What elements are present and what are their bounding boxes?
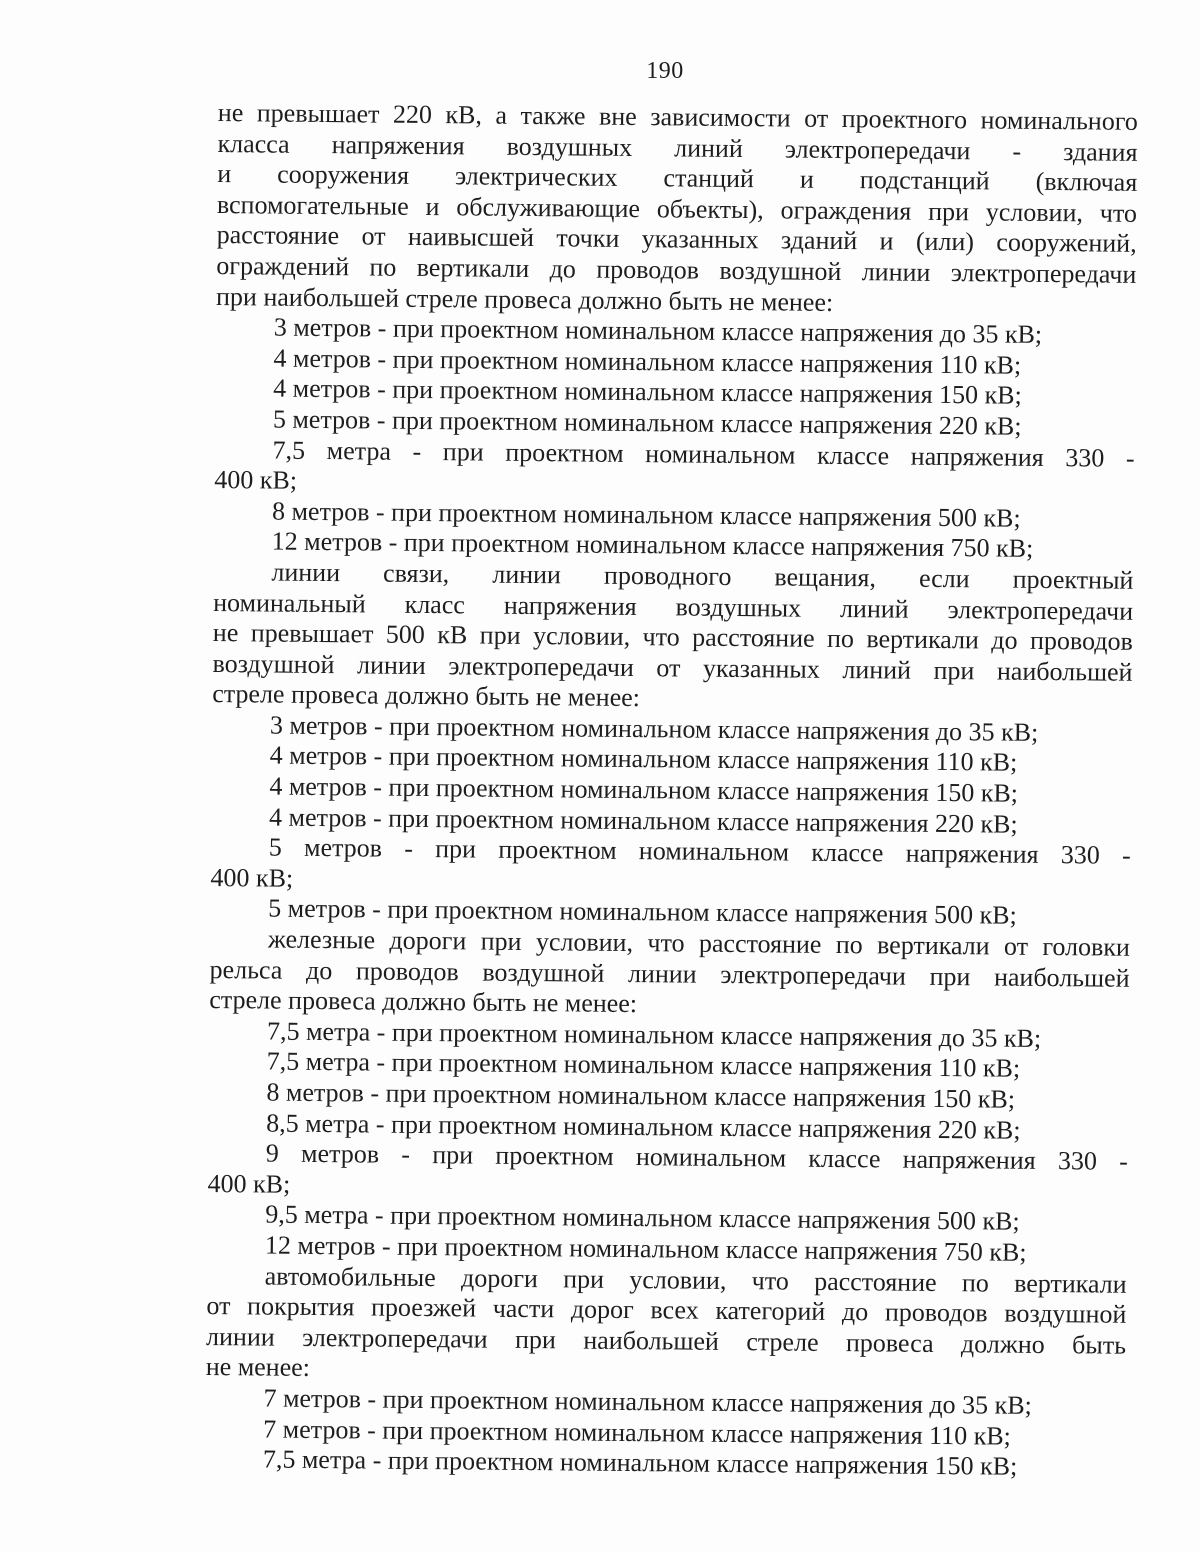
list-item: 8,5 метра - при проектном номинальном классе напряжения 220 кВ;: [266, 1108, 1021, 1145]
list-item: 9,5 метра - при проектном номинальном классе напряжения 500 кВ;: [265, 1199, 1020, 1237]
list-item: [214, 435, 1135, 505]
text-line: расстояние от наивысшей точки указанных зданий и (или) сооружений,: [216, 220, 1137, 259]
list-item: 8 метров - при проектном номинальном классе напряжения 150 кВ;: [266, 1077, 1016, 1114]
text-line: линии связи, линии проводного вещания, если проектный: [271, 557, 1134, 595]
text-line: ограждений по вертикали до проводов воздушной линии электропередачи: [216, 250, 1137, 289]
text-line: не превышает 500 кВ при условии, что расстояние по вертикали до проводов: [212, 618, 1133, 656]
text-line: номинальный класс напряжения воздушных линий электропередачи: [213, 587, 1134, 626]
list-item: 4 метров - при проектном номинальном классе напряжения 150 кВ;: [269, 771, 1019, 808]
text-line: и сооружения электрических станций и подстанций (включая: [217, 159, 1138, 198]
list-item-line: 5 метров - при проектном номинальном классе напряжения 330 -: [268, 832, 1131, 871]
list-item: [207, 1138, 1128, 1208]
text-line: не менее:: [205, 1352, 311, 1383]
text-line: рельса до проводов воздушной линии электропередачи при наибольшей: [209, 954, 1130, 993]
list-item: 7,5 метра - при проектном номинальном классе напряжения 150 кВ;: [262, 1444, 1018, 1481]
text-line: стреле провеса должно быть не менее:: [209, 985, 638, 1019]
list-item-line: 400 кВ;: [210, 862, 294, 893]
list-item-line: 400 кВ;: [207, 1168, 291, 1199]
list-item: [210, 832, 1131, 902]
list-item: 7,5 метра - при проектном номинальном классе напряжения 110 кВ;: [266, 1046, 1021, 1084]
paragraph-buildings: [216, 98, 1138, 321]
list-item: 5 метров - при проектном номинальном классе напряжения 500 кВ;: [268, 893, 1017, 931]
list-item: 5 метров - при проектном номинальном классе напряжения 220 кВ;: [272, 404, 1022, 441]
list-item-line: 400 кВ;: [214, 465, 298, 495]
list-item: 12 метров - при проектном номинальном классе напряжения 750 кВ;: [271, 526, 1034, 564]
list-item-line: 7,5 метра - при проектном номинальном классе напряжения 330 -: [272, 435, 1135, 473]
list-item: 4 метров - при проектном номинальном классе напряжения 220 кВ;: [268, 802, 1018, 839]
text-line: железные дороги при условии, что расстояние по вертикали от головки: [267, 924, 1131, 962]
list-item: 3 метров - при проектном номинальном классе напряжения до 35 кВ;: [269, 710, 1039, 747]
text-line: стреле провеса должно быть не менее:: [212, 679, 641, 713]
paragraph-roads: [206, 1261, 1127, 1392]
text-line: при наибольшей стреле провеса должно быть не менее:: [215, 281, 834, 317]
list-item: 12 метров - при проектном номинальном классе напряжения 750 кВ;: [264, 1230, 1027, 1267]
text-line: не превышает 220 кВ, а также вне зависимости от проектного номинального: [217, 98, 1138, 136]
list-item: 7 метров - при проектном номинальном классе напряжения 110 кВ;: [263, 1414, 1011, 1451]
list-item: 8 метров - при проектном номинальном классе напряжения 500 кВ;: [271, 496, 1021, 533]
text-line: от покрытия проезжей части дорог всех категорий до проводов воздушной: [206, 1291, 1127, 1329]
text-line: воздушной линии электропередачи от указанных линий при наибольшей: [212, 648, 1133, 687]
list-item: 4 метров - при проектном номинальном классе напряжения 110 кВ;: [273, 343, 1022, 380]
page-number: 190: [646, 58, 684, 84]
document-body: [205, 98, 1138, 1483]
text-line: линии электропередачи при наибольшей стреле провеса должно быть: [205, 1321, 1127, 1360]
text-line: класса напряжения воздушных линий электропередачи - здания: [217, 128, 1138, 167]
paragraph-railways: [209, 924, 1130, 1025]
text-line: вспомогательные и обслуживающие объекты), ограждения при условии, что: [216, 189, 1138, 228]
list-item: 4 метров - при проектном номинальном классе напряжения 110 кВ;: [269, 740, 1018, 778]
list-item: 7,5 метра - при проектном номинальном классе напряжения до 35 кВ;: [266, 1016, 1042, 1053]
list-item: 3 метров - при проектном номинальном классе напряжения до 35 кВ;: [273, 312, 1043, 350]
list-item: 4 метров - при проектном номинальном классе напряжения 150 кВ;: [273, 373, 1022, 411]
list-item: 7 метров - при проектном номинальном классе напряжения до 35 кВ;: [263, 1383, 1032, 1420]
text-line: автомобильные дороги при условии, что расстояние по вертикали: [264, 1261, 1127, 1299]
list-item-line: 9 метров - при проектном номинальном классе напряжения 330 -: [265, 1138, 1128, 1176]
paragraph-communication-lines: [212, 557, 1133, 719]
